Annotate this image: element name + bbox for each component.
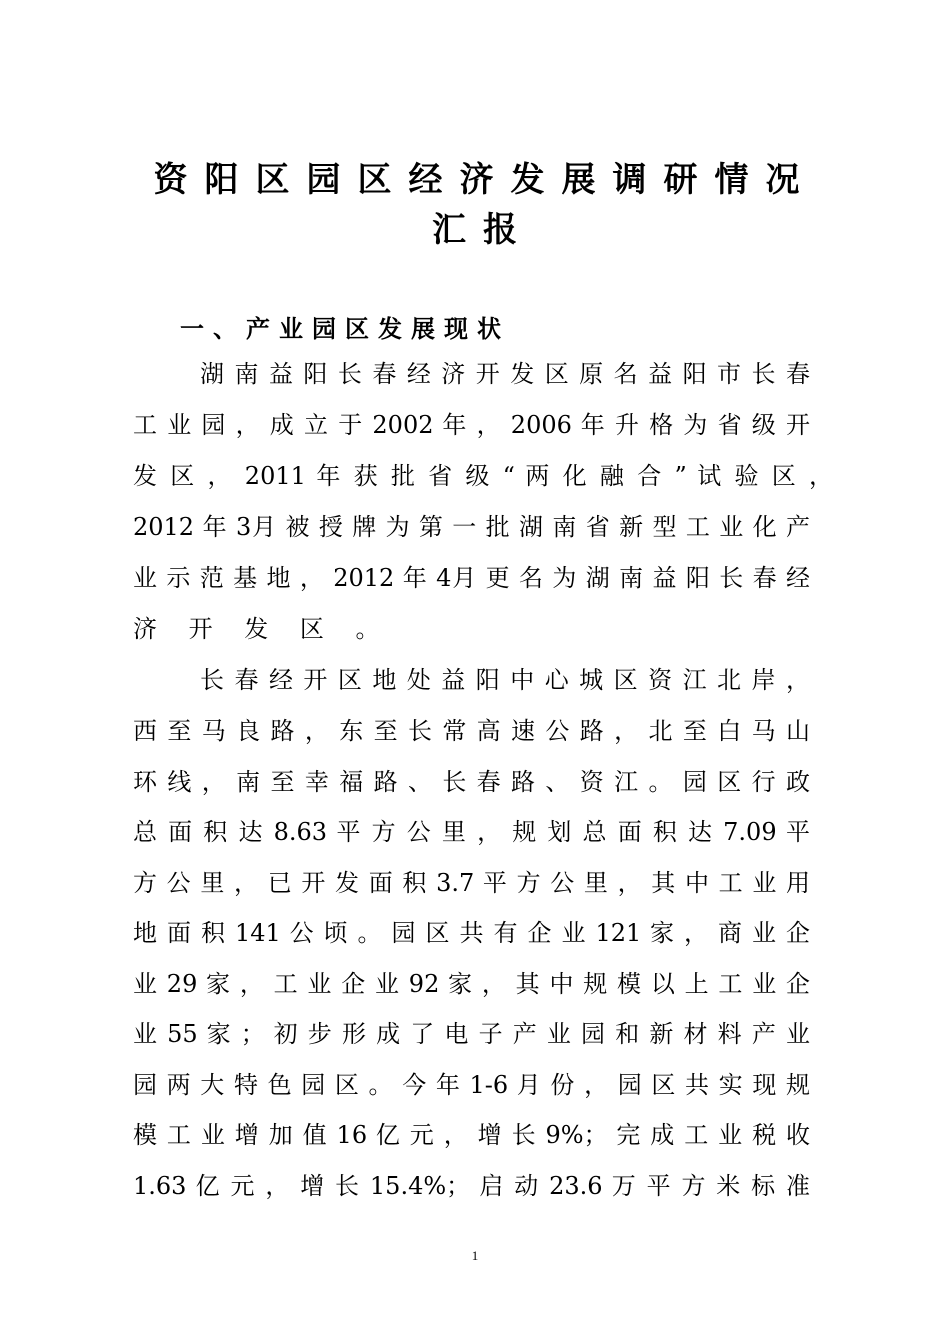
paragraph-1-line: 工 业 园 ， 成 立 于 2002 年 ， 2006 年 升 格 为 省 级 开 bbox=[133, 411, 810, 439]
paragraph-2-line: 模 工 业 增 加 值 16 亿 元 ， 增 长 9%； 完 成 工 业 税 收 bbox=[133, 1121, 810, 1149]
paragraph-2-line: 业 55 家 ； 初 步 形 成 了 电 子 产 业 园 和 新 材 料 产 业 bbox=[133, 1020, 810, 1048]
section-heading: 一、产业园区发展现状 bbox=[180, 315, 510, 343]
paragraph-2-line: 业 29 家 ， 工 业 企 业 92 家 ， 其 中 规 模 以 上 工 业 企 bbox=[133, 970, 810, 998]
paragraph-1-line: 济 开 发 区 。 bbox=[133, 615, 392, 643]
paragraph-1-line: 湖 南 益 阳 长 春 经 济 开 发 区 原 名 益 阳 市 长 春 bbox=[200, 360, 810, 388]
paragraph-1-line: 业 示 范 基 地 ， 2012 年 4月 更 名 为 湖 南 益 阳 长 春 经 bbox=[133, 564, 810, 592]
paragraph-1-line: 发 区 ， 2011 年 获 批 省 级 “ 两 化 融 合 ” 试 验 区 ， bbox=[133, 462, 833, 490]
report-title-line-2: 汇报 bbox=[432, 210, 534, 250]
paragraph-1-line: 2012 年 3月 被 授 牌 为 第 一 批 湖 南 省 新 型 工 业 化 产 bbox=[133, 513, 810, 541]
paragraph-2-line: 西 至 马 良 路 ， 东 至 长 常 高 速 公 路 ， 北 至 白 马 山 bbox=[133, 717, 810, 745]
paragraph-2-line: 总 面 积 达 8.63 平 方 公 里 ， 规 划 总 面 积 达 7.09 平 bbox=[133, 818, 810, 846]
paragraph-2-line: 园 两 大 特 色 园 区 。 今 年 1-6 月 份 ， 园 区 共 实 现 规 bbox=[133, 1071, 810, 1099]
paragraph-2-line: 地 面 积 141 公 顷 。 园 区 共 有 企 业 121 家 ， 商 业 企 bbox=[133, 919, 810, 947]
report-title-line-1: 资阳区园区经济发展调研情况 bbox=[153, 160, 817, 200]
paragraph-2-line: 长 春 经 开 区 地 处 益 阳 中 心 城 区 资 江 北 岸 ， bbox=[200, 666, 810, 694]
paragraph-2-line: 环 线 ， 南 至 幸 福 路 、 长 春 路 、 资 江 。 园 区 行 政 bbox=[133, 768, 810, 796]
paragraph-2-line: 1.63 亿 元 ， 增 长 15.4%； 启 动 23.6 万 平 方 米 标 准 bbox=[133, 1172, 810, 1200]
paragraph-2-line: 方 公 里 ， 已 开 发 面 积 3.7 平 方 公 里 ， 其 中 工 业 用 bbox=[133, 869, 810, 897]
page-number: 1 bbox=[471, 1248, 479, 1263]
